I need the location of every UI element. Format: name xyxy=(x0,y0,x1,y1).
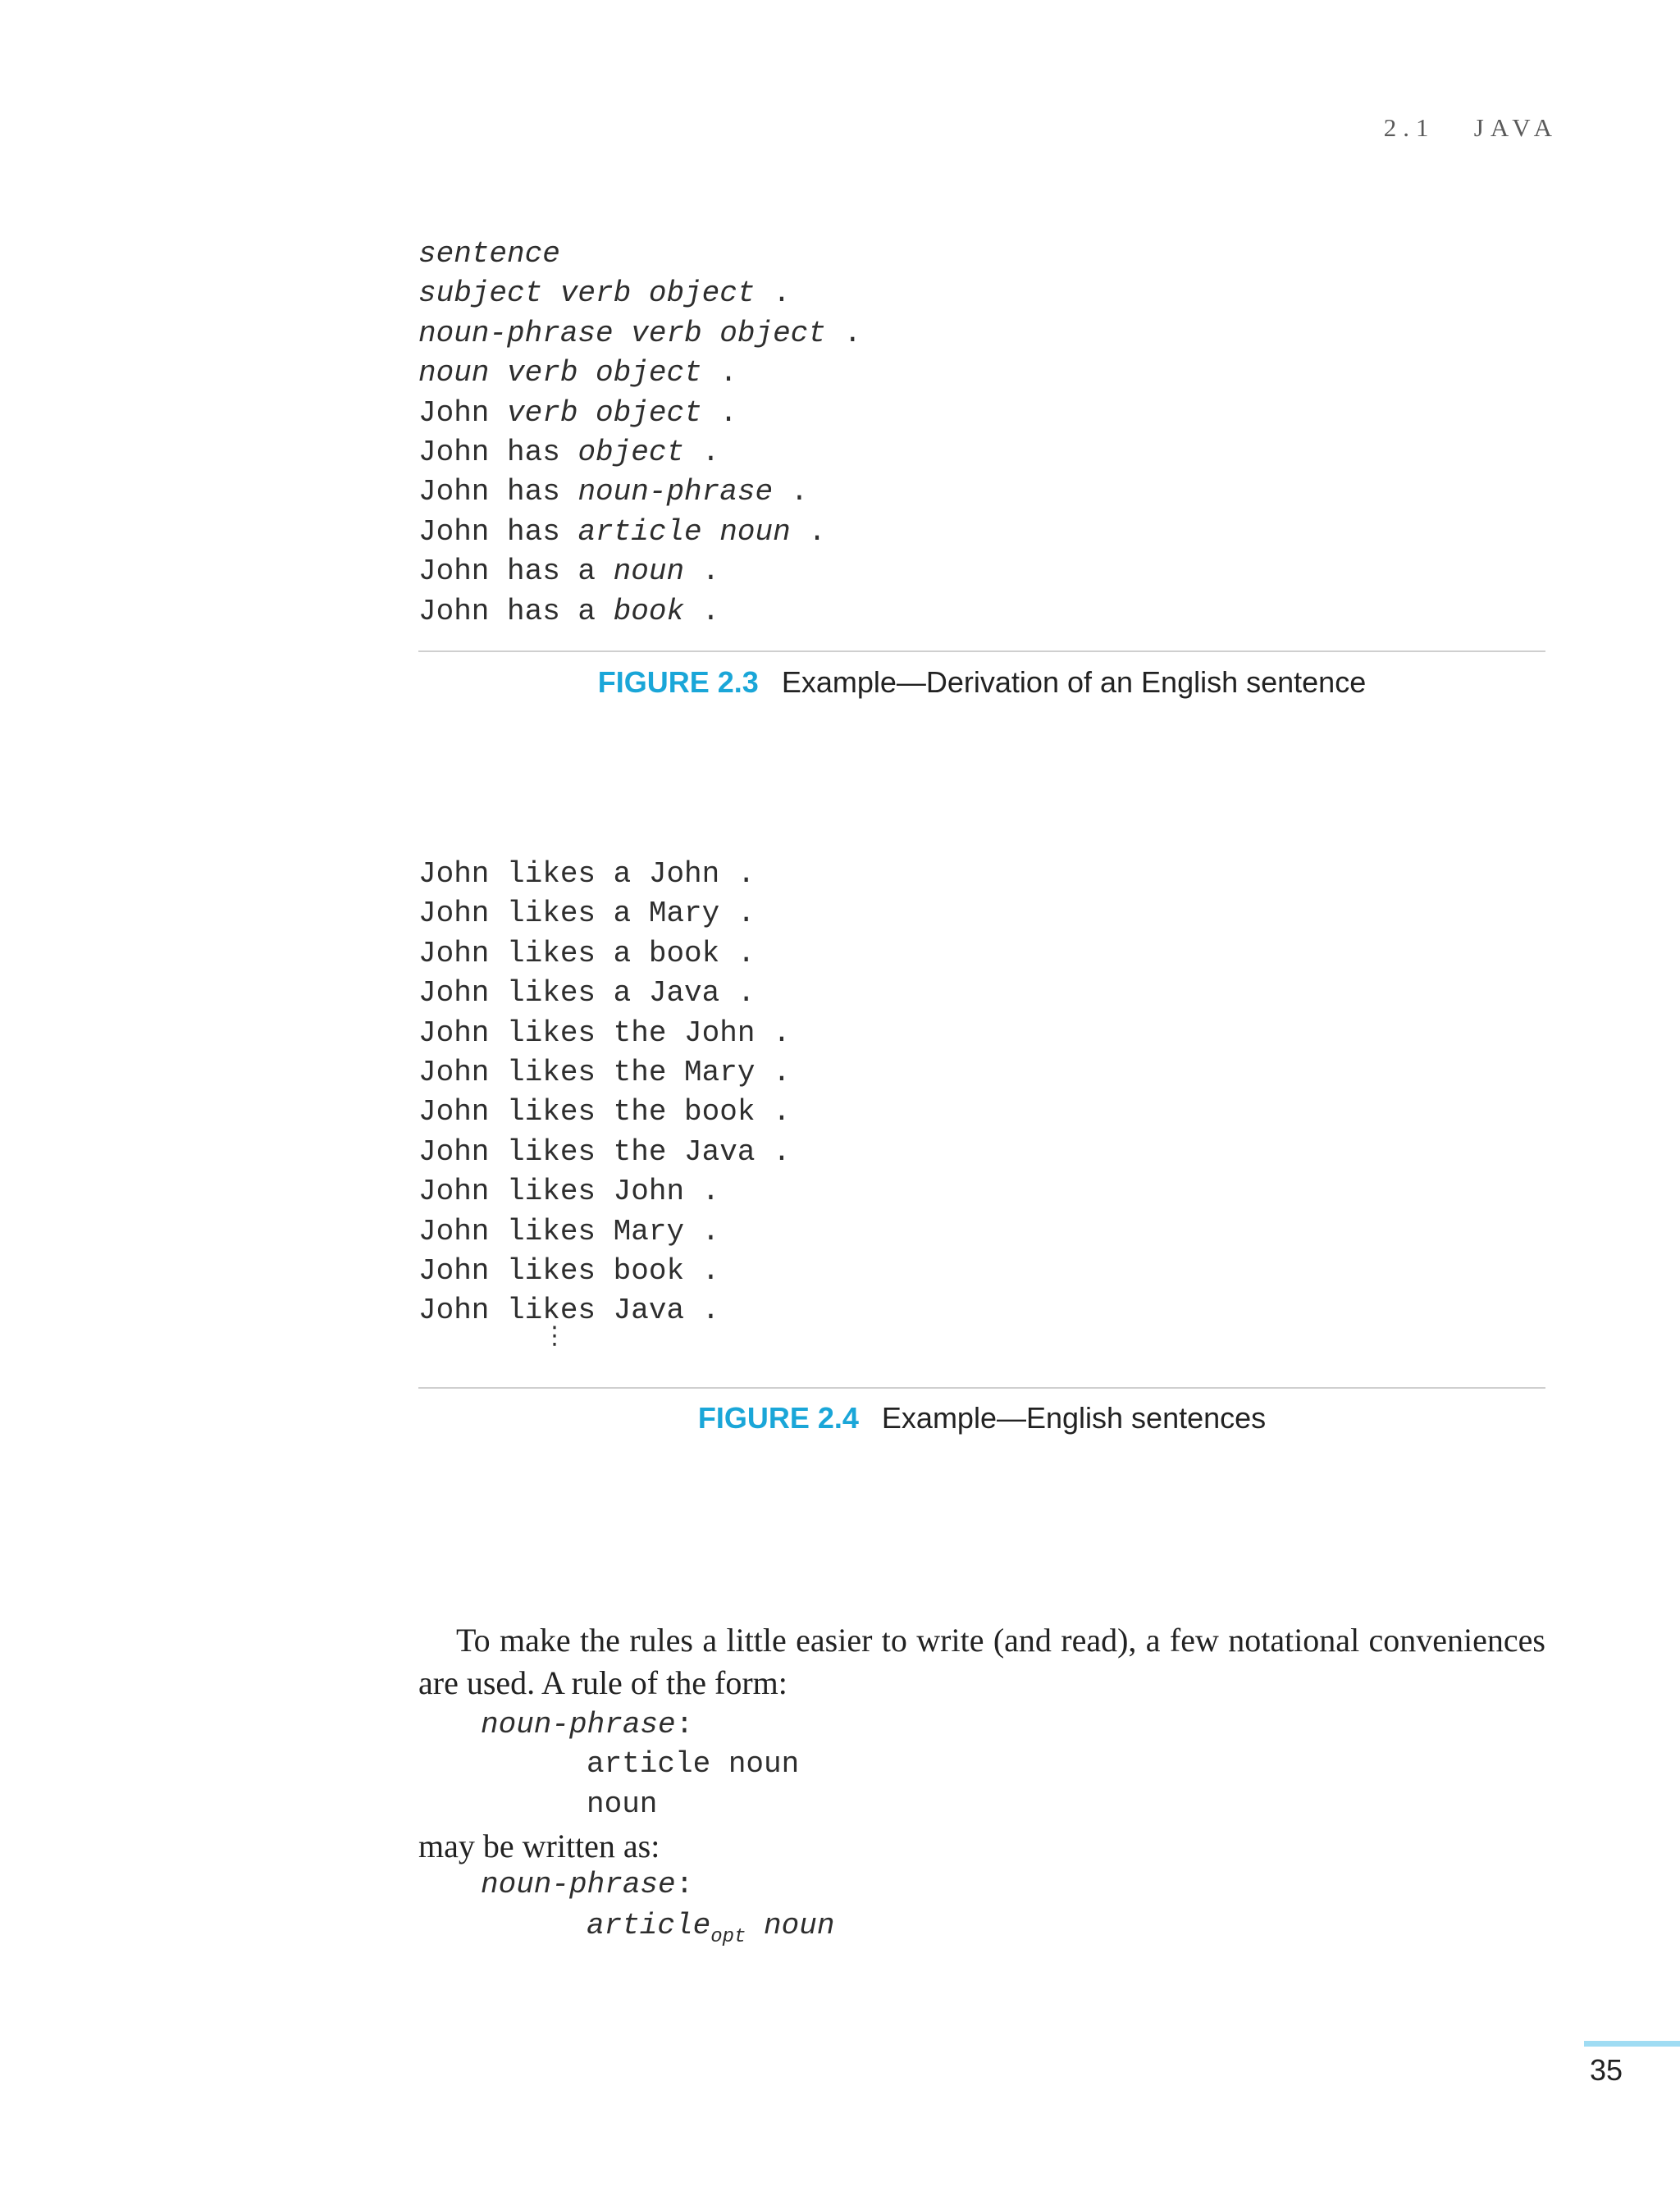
nonterminal-text: book xyxy=(613,594,685,628)
rule-colon: : xyxy=(675,1708,694,1741)
body-paragraph: To make the rules a little easier to write (and read), a few notational conveniences are used. A rule of the form: xyxy=(418,1622,1545,1701)
derivation-line xyxy=(418,552,861,591)
terminal-text: . xyxy=(684,435,720,469)
nonterminal-text: sentence xyxy=(418,237,560,271)
terminal-text: John xyxy=(418,395,508,430)
grammar-rule-head xyxy=(481,1868,693,1901)
figure-2-4-divider xyxy=(418,1387,1545,1389)
figure-2-4-caption-text: Example—English sentences xyxy=(881,1401,1267,1435)
terminal-text: . xyxy=(684,594,720,628)
rule-term: noun xyxy=(746,1909,835,1942)
derivation-line xyxy=(418,394,861,433)
rule-name: noun-phrase xyxy=(481,1708,676,1741)
terminal-text: . xyxy=(684,555,720,589)
terminal-text: . xyxy=(701,356,737,390)
terminal-text: . xyxy=(755,276,791,311)
page-tab-marker xyxy=(1584,2041,1680,2047)
optional-term: article xyxy=(587,1909,711,1942)
figure-2-4-caption xyxy=(418,1401,1545,1435)
grammar-rule-optional-alternative xyxy=(587,1909,834,1948)
terminal-text: . xyxy=(825,316,862,350)
nonterminal-text: object xyxy=(578,435,685,469)
sentence-line: John likes the book . xyxy=(418,1095,791,1130)
derivation-line xyxy=(418,433,861,472)
continuation-ellipsis: ⋮ xyxy=(542,1321,567,1350)
derivation-line xyxy=(418,472,861,512)
sentence-line: John likes a book . xyxy=(418,936,756,970)
terminal-text: John has a xyxy=(418,555,614,589)
figure-2-3-label: FIGURE 2.3 xyxy=(597,665,759,699)
terminal-text: . xyxy=(790,514,826,549)
derivation-line xyxy=(418,592,861,632)
running-head xyxy=(1362,113,1559,143)
sentence-line: John likes Mary . xyxy=(418,1214,720,1248)
nonterminal-text: article noun xyxy=(578,514,791,549)
grammar-rule-alternative: article noun xyxy=(587,1747,800,1781)
sentence-line: John likes the John . xyxy=(418,1016,791,1050)
figure-2-3-divider xyxy=(418,650,1545,652)
nonterminal-text: noun-phrase verb object xyxy=(418,316,826,350)
sentence-line: John likes book . xyxy=(418,1253,720,1288)
section-number: 2.1 xyxy=(1383,113,1436,142)
rule-colon: : xyxy=(675,1868,694,1901)
figure-2-3-caption-text: Example—Derivation of an English sentence xyxy=(781,665,1367,699)
terminal-text: John has a xyxy=(418,594,614,628)
nonterminal-text: noun-phrase xyxy=(578,475,774,509)
sentence-line: John likes a Java . xyxy=(418,976,756,1011)
opt-subscript: opt xyxy=(710,1926,746,1948)
terminal-text: . xyxy=(773,475,809,509)
derivation-line xyxy=(418,513,861,552)
nonterminal-text: subject verb object xyxy=(418,276,756,311)
terminal-text: John has xyxy=(418,435,578,469)
grammar-rule-head xyxy=(481,1708,693,1741)
figure-2-3-derivation xyxy=(418,235,861,632)
page-number: 35 xyxy=(1589,2053,1623,2087)
derivation-line xyxy=(418,235,861,274)
terminal-text: . xyxy=(701,395,737,430)
nonterminal-text: noun xyxy=(613,555,685,589)
nonterminal-text: noun verb object xyxy=(418,356,702,390)
derivation-line xyxy=(418,354,861,393)
sentence-line: John likes John . xyxy=(418,1175,720,1209)
sentence-line: John likes Java . xyxy=(418,1294,720,1328)
sentence-line: John likes the Mary . xyxy=(418,1055,791,1089)
sentence-line: John likes a Mary . xyxy=(418,897,756,931)
rule-name: noun-phrase xyxy=(481,1868,676,1901)
sentence-line: John likes the Java . xyxy=(418,1134,791,1169)
section-title: JAVA xyxy=(1473,113,1559,142)
derivation-line xyxy=(418,274,861,313)
figure-2-3-caption xyxy=(418,665,1545,700)
terminal-text: John has xyxy=(418,475,578,509)
derivation-line xyxy=(418,314,861,354)
nonterminal-text: verb object xyxy=(507,395,702,430)
body-paragraph-continuation: may be written as: xyxy=(418,1828,660,1864)
figure-2-4-sentences xyxy=(418,855,791,1331)
sentence-line: John likes a John . xyxy=(418,857,756,891)
grammar-rule-alternative: noun xyxy=(587,1787,658,1821)
figure-2-4-label: FIGURE 2.4 xyxy=(697,1401,859,1435)
terminal-text: John has xyxy=(418,514,578,549)
